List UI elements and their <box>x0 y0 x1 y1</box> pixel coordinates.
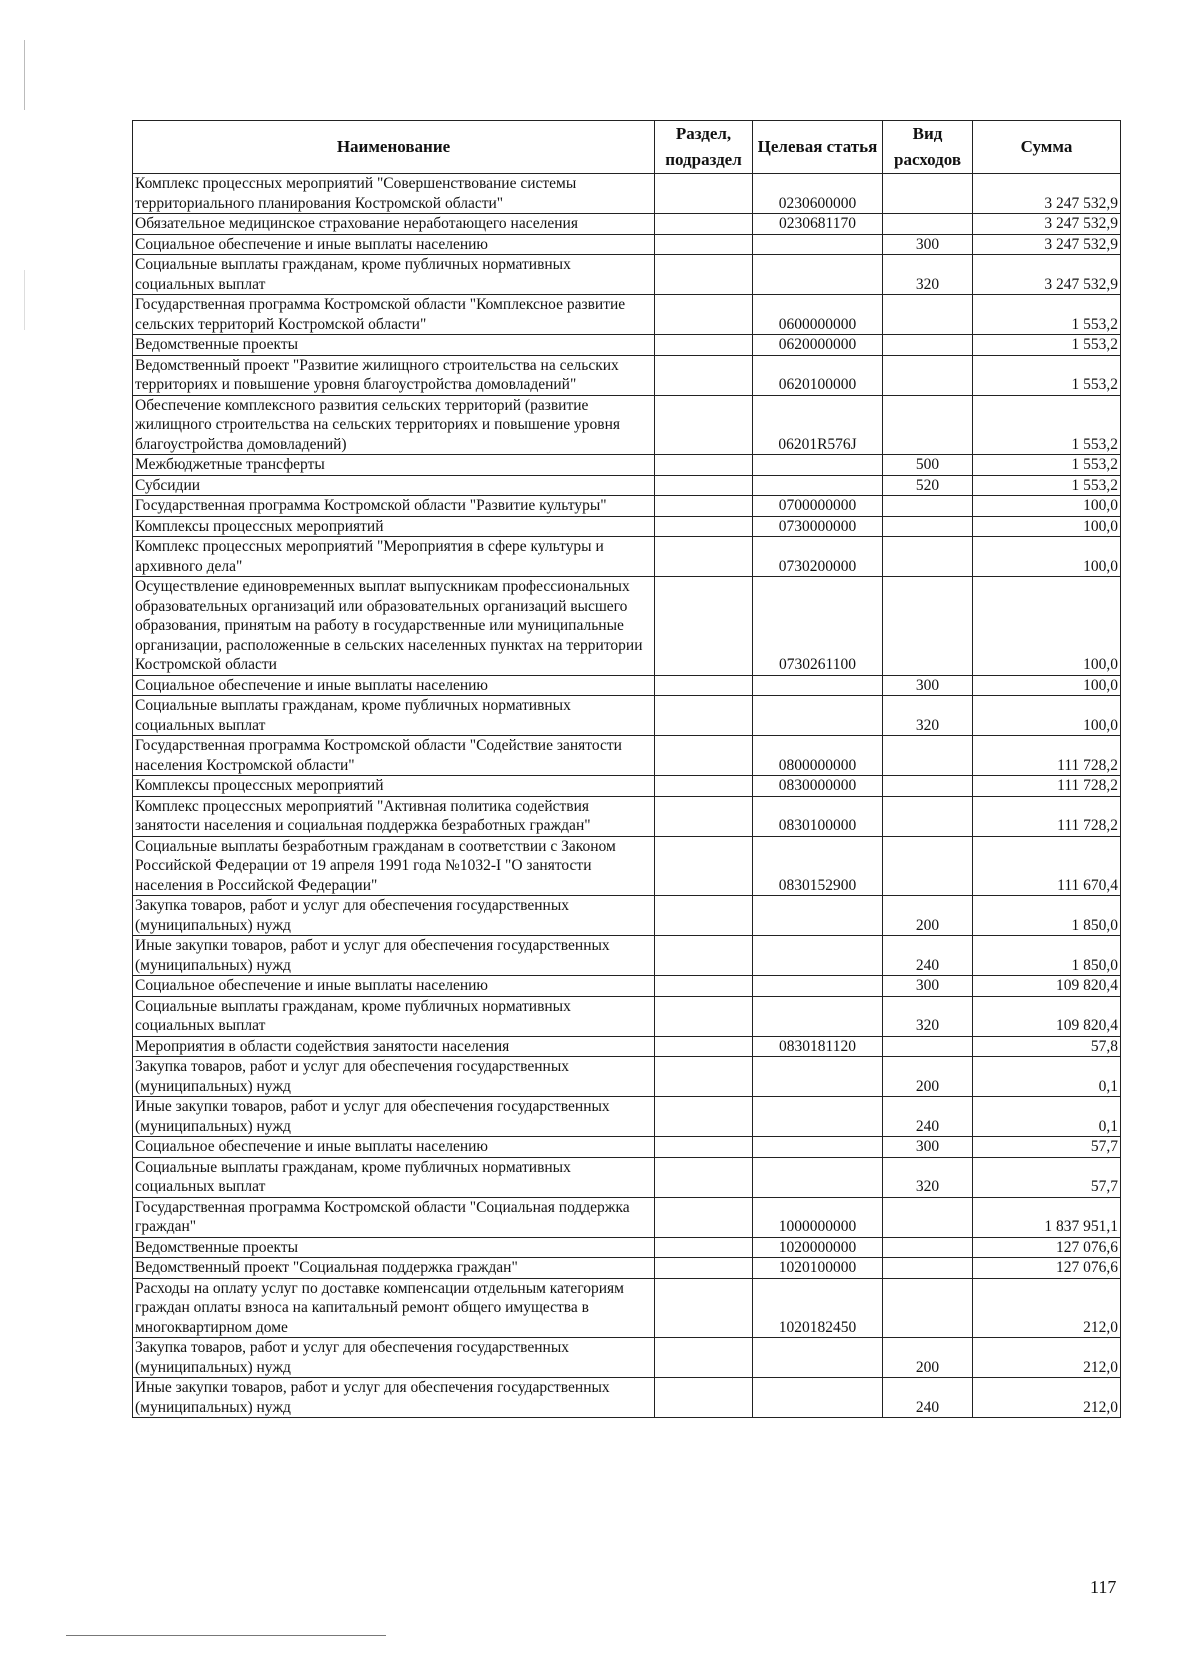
cell-section <box>655 696 753 736</box>
cell-article <box>753 696 883 736</box>
cell-section <box>655 1378 753 1418</box>
cell-section <box>655 496 753 517</box>
cell-sum: 3 247 532,9 <box>973 255 1121 295</box>
cell-sum: 3 247 532,9 <box>973 174 1121 214</box>
cell-section <box>655 936 753 976</box>
cell-name: Государственная программа Костромской области "Комплексное развитие сельских территорий Костромской области" <box>133 295 655 335</box>
cell-kind <box>883 496 973 517</box>
cell-sum: 100,0 <box>973 696 1121 736</box>
cell-section <box>655 234 753 255</box>
table-row <box>133 836 1121 896</box>
cell-sum: 100,0 <box>973 577 1121 676</box>
table-row <box>133 896 1121 936</box>
cell-sum: 1 837 951,1 <box>973 1197 1121 1237</box>
cell-sum: 111 728,2 <box>973 776 1121 797</box>
cell-kind <box>883 1278 973 1338</box>
table-row <box>133 796 1121 836</box>
table-row <box>133 174 1121 214</box>
table-row <box>133 234 1121 255</box>
cell-article <box>753 1057 883 1097</box>
table-row <box>133 335 1121 356</box>
table-row <box>133 537 1121 577</box>
cell-section <box>655 455 753 476</box>
cell-section <box>655 174 753 214</box>
cell-name: Государственная программа Костромской области "Содействие занятости населения Костромской области" <box>133 736 655 776</box>
footer-rule <box>66 1635 386 1636</box>
cell-article <box>753 255 883 295</box>
table-row <box>133 1036 1121 1057</box>
cell-section <box>655 1197 753 1237</box>
scan-mark <box>24 270 25 330</box>
table-row <box>133 1258 1121 1279</box>
cell-name: Комплексы процессных мероприятий <box>133 516 655 537</box>
cell-article: 0830152900 <box>753 836 883 896</box>
cell-sum: 100,0 <box>973 516 1121 537</box>
cell-article <box>753 455 883 476</box>
header-section: Раздел, подраздел <box>655 121 753 174</box>
cell-sum: 0,1 <box>973 1057 1121 1097</box>
cell-sum: 111 728,2 <box>973 736 1121 776</box>
cell-kind: 300 <box>883 234 973 255</box>
cell-sum: 57,7 <box>973 1137 1121 1158</box>
cell-article: 0700000000 <box>753 496 883 517</box>
cell-sum: 111 670,4 <box>973 836 1121 896</box>
cell-sum: 100,0 <box>973 496 1121 517</box>
cell-name: Ведомственные проекты <box>133 1237 655 1258</box>
cell-sum: 1 553,2 <box>973 395 1121 455</box>
cell-section <box>655 776 753 797</box>
table-row <box>133 1278 1121 1338</box>
cell-kind: 240 <box>883 1097 973 1137</box>
cell-kind: 300 <box>883 675 973 696</box>
cell-article: 1020000000 <box>753 1237 883 1258</box>
cell-article <box>753 936 883 976</box>
cell-article <box>753 1097 883 1137</box>
cell-kind: 300 <box>883 1137 973 1158</box>
cell-sum: 1 850,0 <box>973 896 1121 936</box>
cell-kind: 240 <box>883 1378 973 1418</box>
cell-sum: 1 553,2 <box>973 355 1121 395</box>
cell-name: Социальные выплаты гражданам, кроме публичных нормативных социальных выплат <box>133 996 655 1036</box>
cell-name: Социальные выплаты гражданам, кроме публичных нормативных социальных выплат <box>133 255 655 295</box>
cell-kind <box>883 395 973 455</box>
cell-section <box>655 1278 753 1338</box>
cell-article: 0730200000 <box>753 537 883 577</box>
cell-article: 0620100000 <box>753 355 883 395</box>
table-row <box>133 1378 1121 1418</box>
cell-kind <box>883 1036 973 1057</box>
cell-kind <box>883 836 973 896</box>
table-row <box>133 976 1121 997</box>
cell-article <box>753 976 883 997</box>
cell-kind <box>883 214 973 235</box>
cell-name: Комплекс процессных мероприятий "Активная политика содействия занятости населения и социальная поддержка безработных граждан" <box>133 796 655 836</box>
cell-sum: 127 076,6 <box>973 1237 1121 1258</box>
table-row <box>133 696 1121 736</box>
cell-section <box>655 896 753 936</box>
cell-section <box>655 1097 753 1137</box>
cell-kind <box>883 776 973 797</box>
cell-name: Государственная программа Костромской области "Развитие культуры" <box>133 496 655 517</box>
cell-kind: 320 <box>883 696 973 736</box>
cell-article <box>753 675 883 696</box>
cell-name: Закупка товаров, работ и услуг для обеспечения государственных (муниципальных) нужд <box>133 1057 655 1097</box>
cell-name: Закупка товаров, работ и услуг для обеспечения государственных (муниципальных) нужд <box>133 896 655 936</box>
header-kind: Вид расходов <box>883 121 973 174</box>
budget-table <box>132 120 1121 1418</box>
cell-section <box>655 577 753 676</box>
cell-section <box>655 1157 753 1197</box>
cell-kind: 200 <box>883 1338 973 1378</box>
cell-article: 0620000000 <box>753 335 883 356</box>
cell-kind: 320 <box>883 996 973 1036</box>
table-row <box>133 936 1121 976</box>
cell-sum: 57,8 <box>973 1036 1121 1057</box>
cell-sum: 212,0 <box>973 1278 1121 1338</box>
cell-section <box>655 1237 753 1258</box>
cell-kind <box>883 174 973 214</box>
table-row <box>133 475 1121 496</box>
cell-kind: 200 <box>883 896 973 936</box>
cell-article <box>753 996 883 1036</box>
cell-article <box>753 1157 883 1197</box>
cell-article <box>753 475 883 496</box>
table-row <box>133 516 1121 537</box>
cell-kind: 500 <box>883 455 973 476</box>
header-name: Наименование <box>133 121 655 174</box>
cell-name: Субсидии <box>133 475 655 496</box>
cell-kind: 320 <box>883 255 973 295</box>
cell-name: Социальные выплаты гражданам, кроме публичных нормативных социальных выплат <box>133 1157 655 1197</box>
header-article: Целевая статья <box>753 121 883 174</box>
cell-section <box>655 537 753 577</box>
cell-name: Комплекс процессных мероприятий "Мероприятия в сфере культуры и архивного дела" <box>133 537 655 577</box>
table-row <box>133 355 1121 395</box>
cell-kind: 300 <box>883 976 973 997</box>
cell-name: Социальное обеспечение и иные выплаты населению <box>133 675 655 696</box>
table-header <box>133 121 1121 174</box>
cell-kind <box>883 1197 973 1237</box>
table-row <box>133 1338 1121 1378</box>
cell-name: Мероприятия в области содействия занятости населения <box>133 1036 655 1057</box>
table-row <box>133 1057 1121 1097</box>
table-row <box>133 736 1121 776</box>
cell-section <box>655 1057 753 1097</box>
cell-sum: 3 247 532,9 <box>973 214 1121 235</box>
table-row <box>133 1097 1121 1137</box>
cell-section <box>655 736 753 776</box>
header-row <box>133 121 1121 174</box>
cell-kind: 240 <box>883 936 973 976</box>
cell-name: Межбюджетные трансферты <box>133 455 655 476</box>
cell-article <box>753 1338 883 1378</box>
cell-sum: 1 553,2 <box>973 475 1121 496</box>
cell-name: Иные закупки товаров, работ и услуг для обеспечения государственных (муниципальных) нужд <box>133 936 655 976</box>
header-sum: Сумма <box>973 121 1121 174</box>
cell-section <box>655 675 753 696</box>
cell-kind <box>883 335 973 356</box>
table-body <box>133 174 1121 1418</box>
cell-name: Комплексы процессных мероприятий <box>133 776 655 797</box>
scan-mark <box>24 40 25 110</box>
cell-name: Социальное обеспечение и иные выплаты населению <box>133 234 655 255</box>
cell-name: Ведомственный проект "Социальная поддержка граждан" <box>133 1258 655 1279</box>
cell-kind: 320 <box>883 1157 973 1197</box>
table-row <box>133 577 1121 676</box>
table-row <box>133 295 1121 335</box>
cell-section <box>655 295 753 335</box>
table-row <box>133 776 1121 797</box>
cell-section <box>655 395 753 455</box>
cell-article: 0730261100 <box>753 577 883 676</box>
cell-sum: 109 820,4 <box>973 976 1121 997</box>
table-row <box>133 996 1121 1036</box>
cell-article: 0730000000 <box>753 516 883 537</box>
cell-section <box>655 255 753 295</box>
cell-section <box>655 1036 753 1057</box>
cell-section <box>655 335 753 356</box>
table-row <box>133 1197 1121 1237</box>
cell-sum: 109 820,4 <box>973 996 1121 1036</box>
cell-kind <box>883 796 973 836</box>
cell-name: Социальное обеспечение и иные выплаты населению <box>133 976 655 997</box>
cell-sum: 0,1 <box>973 1097 1121 1137</box>
cell-kind: 200 <box>883 1057 973 1097</box>
cell-section <box>655 214 753 235</box>
table-row <box>133 455 1121 476</box>
cell-name: Осуществление единовременных выплат выпускникам профессиональных образовательных организаций или образовательных организаций высшего образования, принятым на работу в государственные или муниципальные организации, расположенные в сельских населенных пунктах на территории Костромской области <box>133 577 655 676</box>
cell-kind <box>883 1258 973 1279</box>
table-row <box>133 675 1121 696</box>
cell-sum: 111 728,2 <box>973 796 1121 836</box>
cell-kind <box>883 516 973 537</box>
cell-name: Социальные выплаты безработным гражданам в соответствии с Законом Российской Федерации от 19 апреля 1991 года №1032-I "О занятости населения в Российской Федерации" <box>133 836 655 896</box>
cell-kind <box>883 1237 973 1258</box>
cell-article: 1000000000 <box>753 1197 883 1237</box>
cell-name: Иные закупки товаров, работ и услуг для обеспечения государственных (муниципальных) нужд <box>133 1097 655 1137</box>
cell-section <box>655 355 753 395</box>
cell-name: Ведомственные проекты <box>133 335 655 356</box>
cell-name: Обязательное медицинское страхование неработающего населения <box>133 214 655 235</box>
cell-sum: 1 553,2 <box>973 455 1121 476</box>
cell-article: 0230600000 <box>753 174 883 214</box>
cell-kind <box>883 577 973 676</box>
cell-sum: 100,0 <box>973 675 1121 696</box>
table-row <box>133 214 1121 235</box>
cell-section <box>655 996 753 1036</box>
cell-kind: 520 <box>883 475 973 496</box>
cell-kind <box>883 295 973 335</box>
cell-sum: 127 076,6 <box>973 1258 1121 1279</box>
cell-name: Закупка товаров, работ и услуг для обеспечения государственных (муниципальных) нужд <box>133 1338 655 1378</box>
cell-article: 0830181120 <box>753 1036 883 1057</box>
cell-sum: 1 553,2 <box>973 335 1121 356</box>
cell-article: 1020100000 <box>753 1258 883 1279</box>
cell-name: Государственная программа Костромской области "Социальная поддержка граждан" <box>133 1197 655 1237</box>
cell-sum: 57,7 <box>973 1157 1121 1197</box>
cell-sum: 3 247 532,9 <box>973 234 1121 255</box>
cell-kind <box>883 736 973 776</box>
cell-section <box>655 1338 753 1378</box>
cell-article <box>753 1137 883 1158</box>
cell-kind <box>883 355 973 395</box>
cell-section <box>655 976 753 997</box>
page-number: 117 <box>1090 1577 1117 1597</box>
cell-sum: 1 850,0 <box>973 936 1121 976</box>
cell-article: 0600000000 <box>753 295 883 335</box>
cell-section <box>655 836 753 896</box>
cell-article: 1020182450 <box>753 1278 883 1338</box>
cell-section <box>655 1137 753 1158</box>
table-row <box>133 496 1121 517</box>
cell-section <box>655 796 753 836</box>
cell-section <box>655 1258 753 1279</box>
cell-article <box>753 234 883 255</box>
cell-name: Обеспечение комплексного развития сельских территорий (развитие жилищного строительства на сельских территориях и повышение уровня благоустройства домовладений) <box>133 395 655 455</box>
table-row <box>133 1137 1121 1158</box>
cell-sum: 212,0 <box>973 1378 1121 1418</box>
cell-section <box>655 516 753 537</box>
cell-name: Расходы на оплату услуг по доставке компенсации отдельным категориям граждан оплаты взноса на капитальный ремонт общего имущества в многоквартирном доме <box>133 1278 655 1338</box>
cell-name: Иные закупки товаров, работ и услуг для обеспечения государственных (муниципальных) нужд <box>133 1378 655 1418</box>
cell-article: 0230681170 <box>753 214 883 235</box>
cell-section <box>655 475 753 496</box>
cell-article: 0830000000 <box>753 776 883 797</box>
cell-article <box>753 1378 883 1418</box>
cell-name: Ведомственный проект "Развитие жилищного строительства на сельских территориях и повышение уровня благоустройства домовладений" <box>133 355 655 395</box>
table-row <box>133 395 1121 455</box>
cell-article: 06201R576J <box>753 395 883 455</box>
cell-sum: 1 553,2 <box>973 295 1121 335</box>
cell-sum: 100,0 <box>973 537 1121 577</box>
table-row <box>133 255 1121 295</box>
cell-article: 0830100000 <box>753 796 883 836</box>
cell-sum: 212,0 <box>973 1338 1121 1378</box>
table-row <box>133 1157 1121 1197</box>
cell-kind <box>883 537 973 577</box>
cell-article <box>753 896 883 936</box>
cell-article: 0800000000 <box>753 736 883 776</box>
cell-name: Социальное обеспечение и иные выплаты населению <box>133 1137 655 1158</box>
cell-name: Социальные выплаты гражданам, кроме публичных нормативных социальных выплат <box>133 696 655 736</box>
table-row <box>133 1237 1121 1258</box>
cell-name: Комплекс процессных мероприятий "Совершенствование системы территориального планирования Костромской области" <box>133 174 655 214</box>
